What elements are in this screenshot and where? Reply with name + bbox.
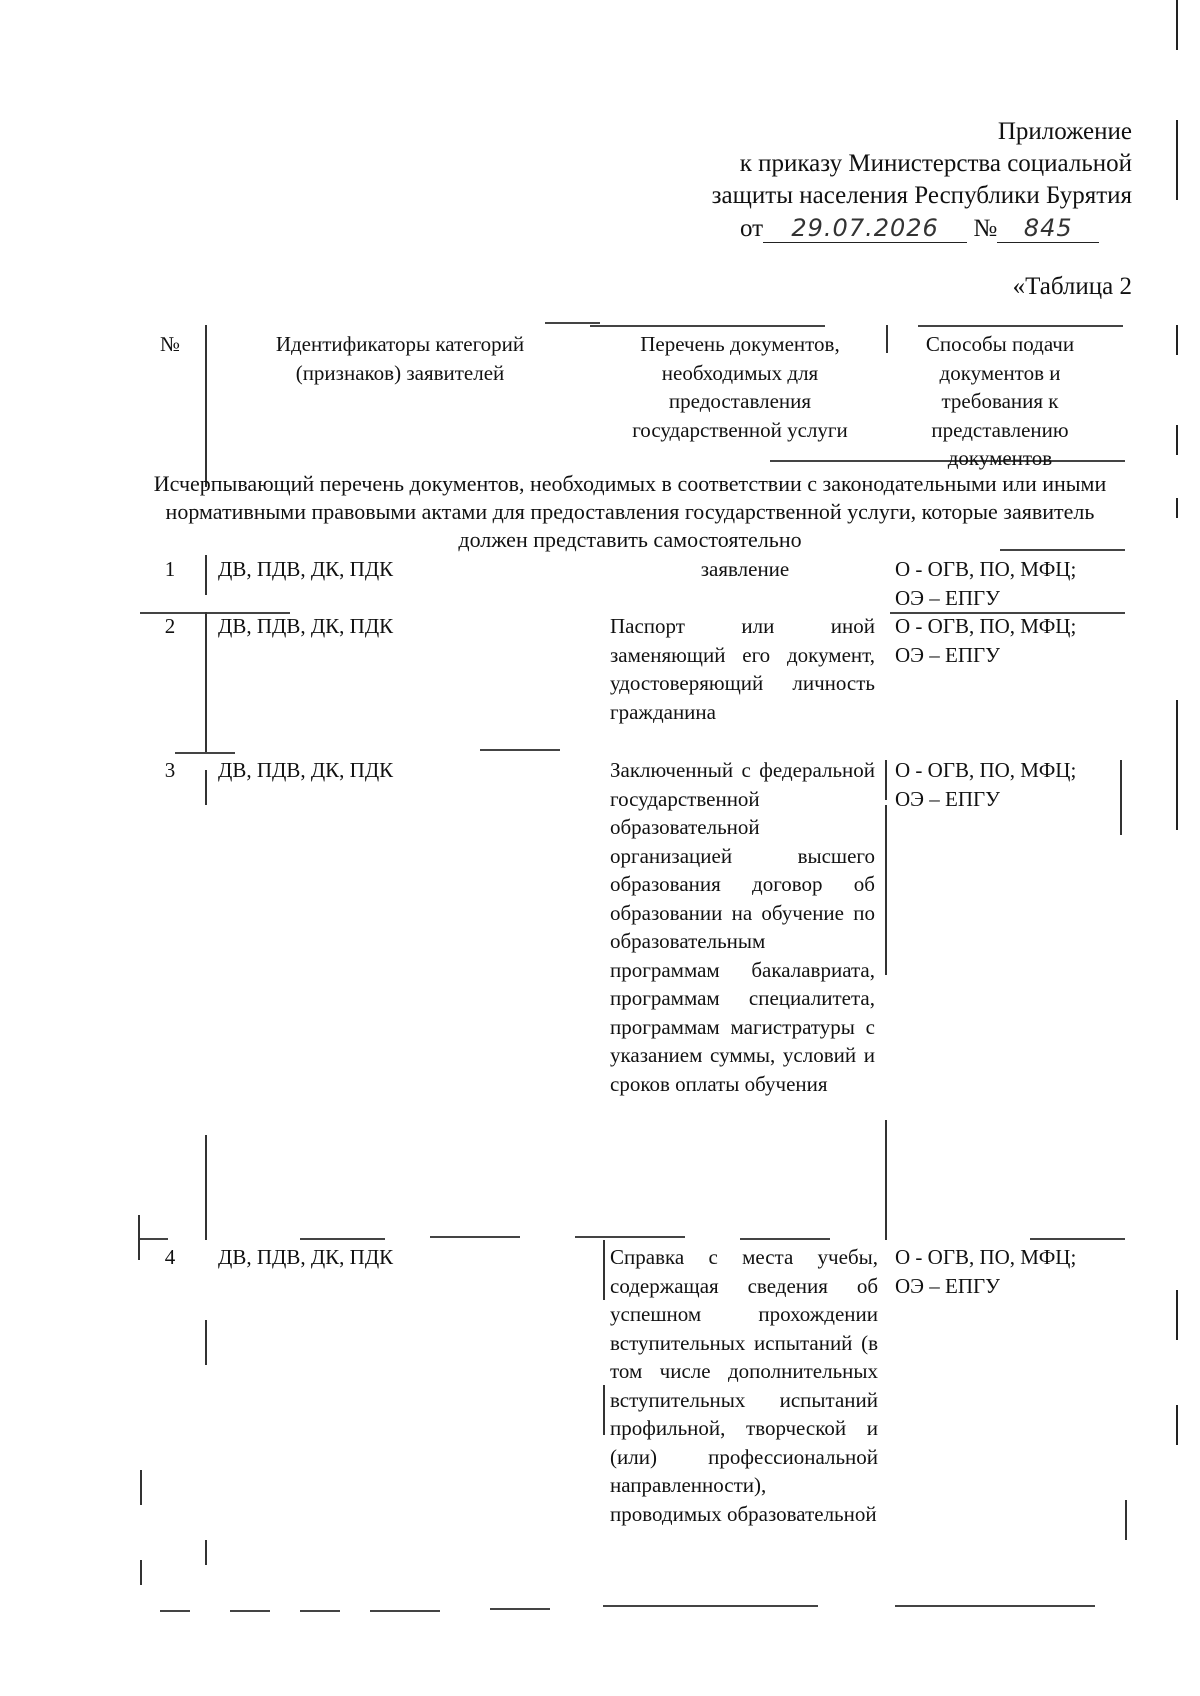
table-rule — [138, 1215, 140, 1260]
row-categories: ДВ, ПДВ, ДК, ПДК — [218, 614, 394, 638]
table-rule — [603, 1605, 818, 1607]
column-divider — [205, 325, 207, 487]
number-label: № — [973, 215, 998, 242]
appendix-title: Приложение — [997, 118, 1132, 145]
method-line: ОЭ – ЕПГУ — [895, 1273, 1001, 1298]
column-divider — [603, 1385, 605, 1435]
row-methods — [895, 756, 1125, 813]
column-divider — [886, 325, 888, 353]
scan-edge-mark — [1176, 120, 1178, 200]
method-line: ОЭ – ЕПГУ — [895, 642, 1001, 667]
row-categories: ДВ, ПДВ, ДК, ПДК — [218, 1245, 394, 1269]
column-divider — [205, 1135, 207, 1240]
column-divider — [205, 555, 207, 595]
method-line: О - ОГВ, ПО, МФЦ; — [895, 1245, 1077, 1269]
column-divider — [205, 612, 207, 752]
scan-edge-mark — [1176, 1290, 1178, 1340]
scan-edge-mark — [1176, 498, 1178, 518]
row-document: Заключенный с федеральной государственной образовательной организацией высшего образования договор об образовании на обучение по образовательным программам бакалавриата, программам специалитета, программам магистратуры с указанием суммы, условий и сроков оплаты обучения — [610, 758, 875, 1096]
table-rule — [140, 1560, 142, 1585]
column-header-number: № — [159, 332, 181, 356]
table-rule — [575, 1236, 685, 1238]
row-methods — [895, 555, 1125, 612]
order-reference: к приказу Министерства социальной — [739, 150, 1132, 177]
row-document: заявление — [700, 557, 790, 581]
column-divider — [603, 1240, 605, 1300]
row-methods — [895, 1243, 1125, 1300]
table-rule — [1030, 1238, 1125, 1240]
table-rule — [140, 1470, 142, 1505]
column-divider — [205, 1320, 207, 1365]
ministry-name: защиты населения Республики Бурятия — [711, 182, 1132, 209]
row-number: 1 — [164, 557, 176, 581]
row-number: 2 — [164, 614, 176, 638]
table-rule — [160, 1610, 190, 1612]
method-line: О - ОГВ, ПО, МФЦ; — [895, 614, 1077, 638]
method-line: О - ОГВ, ПО, МФЦ; — [895, 557, 1077, 581]
table-rule — [490, 1608, 550, 1610]
table-rule — [740, 1238, 830, 1240]
row-document: Справка с места учебы, содержащая сведения об успешном прохождении вступительных испытаний (в том числе дополнительных вступительных испытаний профильной, творческой и (или) профессиональной направленности), проводимых образовательной — [610, 1245, 878, 1526]
column-divider — [205, 1540, 207, 1565]
order-date: 29.07.2026 — [763, 214, 967, 243]
row-number: 4 — [164, 1245, 176, 1269]
column-divider — [885, 760, 887, 800]
table-caption: «Таблица 2 — [1012, 273, 1132, 300]
table-rule — [430, 1236, 520, 1238]
table-rule — [895, 1605, 1095, 1607]
scan-edge-mark — [1176, 1405, 1178, 1445]
column-divider — [885, 1120, 887, 1240]
row-document: Паспорт или иной заменяющий его документ, удостоверяющий личность гражданина — [610, 614, 875, 724]
method-line: ОЭ – ЕПГУ — [895, 585, 1001, 610]
method-line: О - ОГВ, ПО, МФЦ; — [895, 758, 1077, 782]
column-divider — [1125, 1500, 1127, 1540]
column-divider — [885, 805, 887, 975]
row-number: 3 — [164, 758, 176, 782]
scan-edge-mark — [1176, 425, 1178, 455]
scan-edge-mark — [1176, 0, 1178, 50]
table-rule — [918, 325, 1123, 327]
table-rule — [175, 752, 235, 754]
order-number: 845 — [997, 214, 1099, 243]
table-rule — [480, 749, 560, 751]
section-title: Исчерпывающий перечень документов, необходимых в соответствии с законодательными или иными нормативными правовыми актами для предоставления государственной услуги, которые заявитель должен представить самостоятельно — [153, 471, 1107, 552]
row-methods — [895, 612, 1125, 669]
table-rule — [138, 1238, 168, 1240]
method-line: ОЭ – ЕПГУ — [895, 786, 1001, 811]
column-divider — [205, 770, 207, 805]
table-rule — [545, 322, 600, 324]
table-rule — [370, 1610, 440, 1612]
table-rule — [590, 325, 825, 327]
row-categories: ДВ, ПДВ, ДК, ПДК — [218, 557, 394, 581]
column-header-methods: Способы подачи документов и требования к представлению документов — [925, 332, 1075, 470]
table-rule — [300, 1238, 385, 1240]
from-label: от — [740, 215, 764, 242]
scan-edge-mark — [1176, 325, 1178, 355]
order-date-number — [740, 214, 1099, 243]
table-rule — [230, 1610, 270, 1612]
table-rule — [300, 1610, 340, 1612]
row-categories: ДВ, ПДВ, ДК, ПДК — [218, 758, 394, 782]
column-header-categories: Идентификаторы категорий (признаков) заявителей — [275, 332, 525, 385]
scan-edge-mark — [1176, 700, 1178, 830]
column-header-documents: Перечень документов, необходимых для предоставления государственной услуги — [632, 332, 848, 442]
